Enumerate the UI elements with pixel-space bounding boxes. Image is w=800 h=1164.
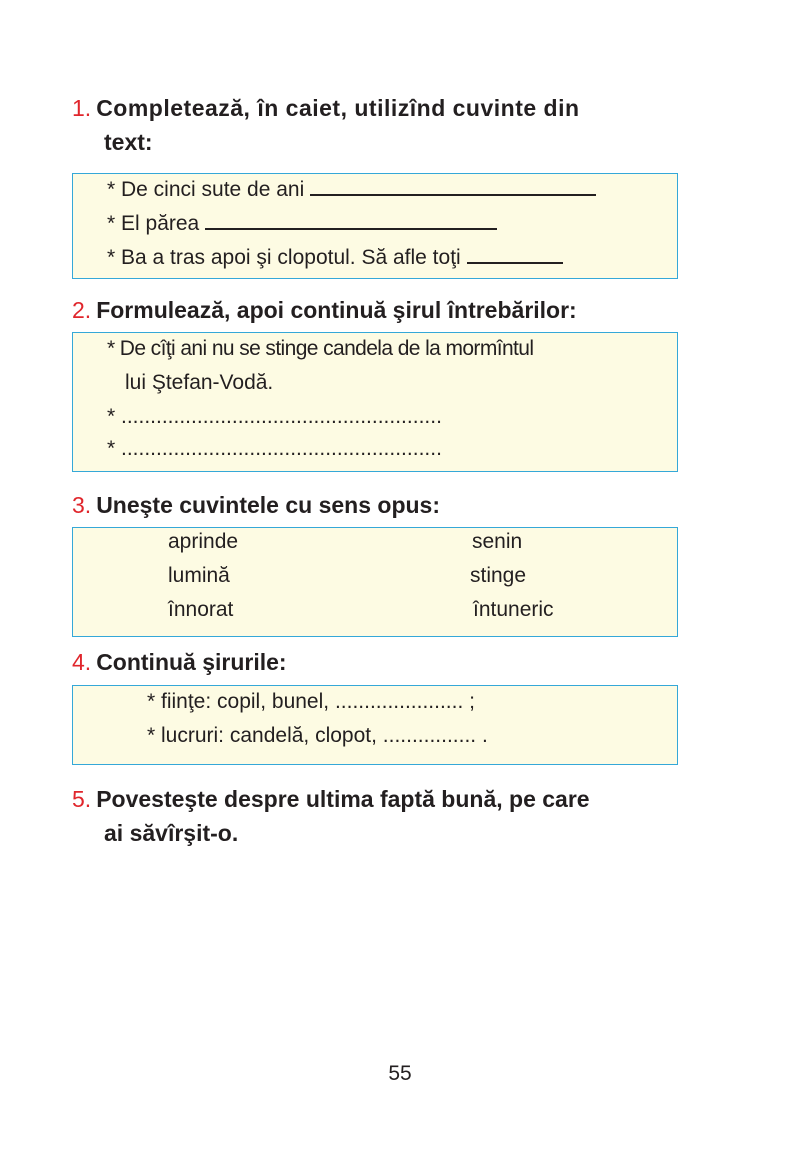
- exercise-line: * El părea: [107, 212, 497, 236]
- sequence-line: * lucruri: candelă, clopot, ................ .: [147, 724, 488, 747]
- word-left: înnorat: [168, 598, 234, 621]
- task-text-continued: ai săvîrşit-o.: [104, 820, 239, 846]
- exercise-box-3: [72, 527, 678, 637]
- task-text: Formulează, apoi continuă şirul întrebărilor:: [96, 297, 577, 323]
- exercise-line: * Ba a tras apoi şi clopotul. Să afle toţi: [107, 246, 563, 270]
- task-number: 5.: [72, 786, 92, 812]
- exercise-box-4: [72, 685, 678, 765]
- task-text: Continuă şirurile:: [96, 649, 287, 675]
- question-example: * De cîţi ani nu se stinge candela de la mormîntul: [107, 337, 534, 360]
- task-1-instruction: [72, 91, 682, 159]
- dotted-answer-line[interactable]: * .......................................................: [107, 437, 442, 460]
- page-number: 55: [388, 1062, 412, 1085]
- task-text: Completează, în caiet, utilizînd cuvinte din: [96, 95, 580, 121]
- task-3-instruction: [72, 488, 682, 522]
- answer-blank[interactable]: [467, 246, 563, 264]
- question-example-continued: lui Ştefan-Vodă.: [125, 371, 274, 394]
- word-right: senin: [472, 530, 523, 553]
- task-text: Uneşte cuvintele cu sens opus:: [96, 492, 441, 518]
- answer-blank[interactable]: [310, 178, 596, 196]
- answer-blank[interactable]: [205, 212, 497, 230]
- task-text: Povesteşte despre ultima faptă bună, pe care: [96, 786, 590, 812]
- task-number: 4.: [72, 649, 92, 675]
- word-left: lumină: [168, 564, 230, 587]
- task-5-instruction: [72, 782, 682, 850]
- exercise-box-1: [72, 173, 678, 279]
- exercise-line: * De cinci sute de ani: [107, 178, 596, 202]
- task-number: 3.: [72, 492, 92, 518]
- exercise-box-2: [72, 332, 678, 472]
- word-right: întuneric: [473, 598, 554, 621]
- sequence-line: * fiinţe: copil, bunel, ...................... ;: [147, 690, 475, 713]
- task-4-instruction: [72, 645, 682, 679]
- task-number: 2.: [72, 297, 92, 323]
- word-right: stinge: [470, 564, 527, 587]
- dotted-answer-line[interactable]: * .......................................................: [107, 405, 442, 428]
- task-text-continued: text:: [104, 129, 153, 155]
- word-left: aprinde: [168, 530, 239, 553]
- task-number: 1.: [72, 95, 92, 121]
- task-2-instruction: [72, 293, 682, 327]
